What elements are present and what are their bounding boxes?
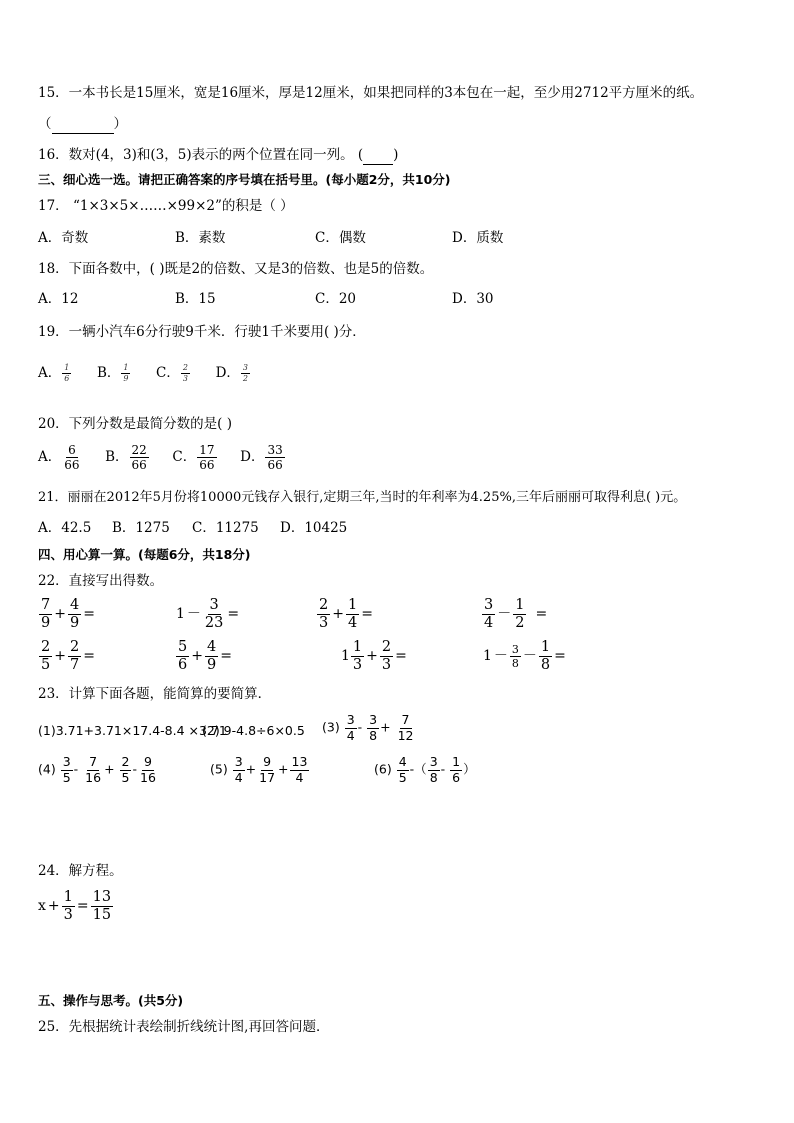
q22-expr-7: 1 $\frac{1}{3}$ + $\frac{2}{3}$ = [341,639,407,673]
q19-option-a[interactable]: A． $\frac{1}{6}$ [38,363,70,383]
q16-line [38,146,398,165]
q24-stem: 24．解方程。 [38,863,123,879]
q24-equation: x + $\frac{1}{3}$ = $\frac{13}{15}$ [38,889,112,923]
q23-part-5: (5) $\frac{3}{4}$ + $\frac{9}{17}$ + $\frac{13}{4}$ [210,754,308,785]
q17-stem: 17． “1×3×5×……×99×2”的积是（ ） [38,198,294,214]
q17-option-a[interactable]: A．奇数 [38,230,89,246]
q23-part-4: (4) $\frac{3}{5}$ - $\frac{7}{16}$ + $\frac{2}{5}$ - $\frac{9}{16}$ [38,754,156,785]
q21-option-a[interactable]: A．42.5 [38,520,92,536]
section-5-heading: 五、操作与思考。(共5分) [38,993,184,1008]
q22-expr-8: 1 － $\frac{3}{8}$ － $\frac{1}{8}$ = [483,639,566,673]
q20-option-a[interactable]: A． $\frac{6}{66}$ [38,443,80,472]
q17-option-c[interactable]: C．偶数 [315,230,366,246]
q22-expr-4: $\frac{3}{4}$ － $\frac{1}{2}$ = [484,597,548,631]
q23-part-2: (2) 9-4.8÷6×0.5 [202,723,305,738]
q23-part-6: (6) $\frac{4}{5}$ -（ $\frac{3}{8}$ - $\frac{1}{6}$ ） [374,754,476,785]
q18-option-d[interactable]: D．30 [452,291,494,307]
q20-option-b[interactable]: B． $\frac{22}{66}$ [105,443,147,472]
q19-option-c[interactable]: C． $\frac{2}{3}$ [156,363,188,383]
q16-text: 16．数对(4，3)和(3，5)表示的两个位置在同一列。 ( [38,147,364,163]
q16-close: ) [393,147,399,163]
q22-expr-6: $\frac{5}{6}$ + $\frac{4}{9}$ = [178,639,232,673]
q15-blank-line [52,115,114,134]
q15-answer-blank[interactable] [38,115,127,134]
q21-stem: 21．丽丽在2012年5月份将10000元钱存入银行,定期三年,当时的年利率为4.25%,三年后丽丽可取得利息( )元。 [38,490,687,505]
q20-options [38,444,286,471]
q18-option-c[interactable]: C．20 [315,291,357,307]
q15-text: 15．一本书长是15厘米，宽是16厘米，厚是12厘米，如果把同样的3本包在一起，至少用2712平方厘米的纸。 [38,85,704,101]
q16-blank[interactable] [363,146,393,165]
q23-stem: 23．计算下面各题，能简算的要简算． [38,686,272,702]
q19-option-d[interactable]: D． $\frac{3}{2}$ [215,363,248,383]
q23-part-3: (3) $\frac{3}{4}$ - $\frac{3}{8}$ + $\frac{7}{12}$ [322,712,414,743]
q19-option-b[interactable]: B． $\frac{1}{9}$ [96,363,129,383]
q23-part-1: (1)3.71+3.71×17.4-8.4 ×3.71 [38,723,227,738]
section-3-heading: 三、细心选一选。请把正确答案的序号填在括号里。(每小题2分，共10分) [38,172,451,187]
q21-option-c[interactable]: C．11275 [192,520,259,536]
q17-option-d[interactable]: D．质数 [452,230,504,246]
q19-stem: 19．一辆小汽车6分行驶9千米．行驶1千米要用( )分． [38,324,366,340]
q20-stem: 20．下列分数是最简分数的是( ) [38,416,233,432]
q15-close-paren: ） [113,116,127,132]
q22-expr-1: $\frac{7}{9}$ + $\frac{4}{9}$ = [41,597,95,631]
q22-stem: 22．直接写出得数。 [38,573,164,589]
q22-expr-2: 1 － $\frac{3}{23}$ = [176,597,240,631]
q19-options [38,364,251,383]
section-4-heading: 四、用心算一算。(每题6分，共18分) [38,547,251,562]
q15-open-paren: （ [38,116,52,132]
q20-option-d[interactable]: D． $\frac{33}{66}$ [240,443,283,472]
q25-stem: 25．先根据统计表绘制折线统计图,再回答问题． [38,1019,330,1035]
q21-option-d[interactable]: D．10425 [280,520,348,536]
q20-option-c[interactable]: C． $\frac{17}{66}$ [172,443,215,472]
q18-option-a[interactable]: A．12 [38,291,79,307]
q22-expr-3: $\frac{2}{3}$ + $\frac{1}{4}$ = [319,597,373,631]
q22-expr-5: $\frac{2}{5}$ + $\frac{2}{7}$ = [41,639,95,673]
q18-option-b[interactable]: B．15 [175,291,216,307]
q17-option-b[interactable]: B．素数 [175,230,226,246]
q18-stem: 18．下面各数中，( )既是2的倍数、又是3的倍数、也是5的倍数。 [38,261,434,277]
q21-option-b[interactable]: B．1275 [112,520,170,536]
